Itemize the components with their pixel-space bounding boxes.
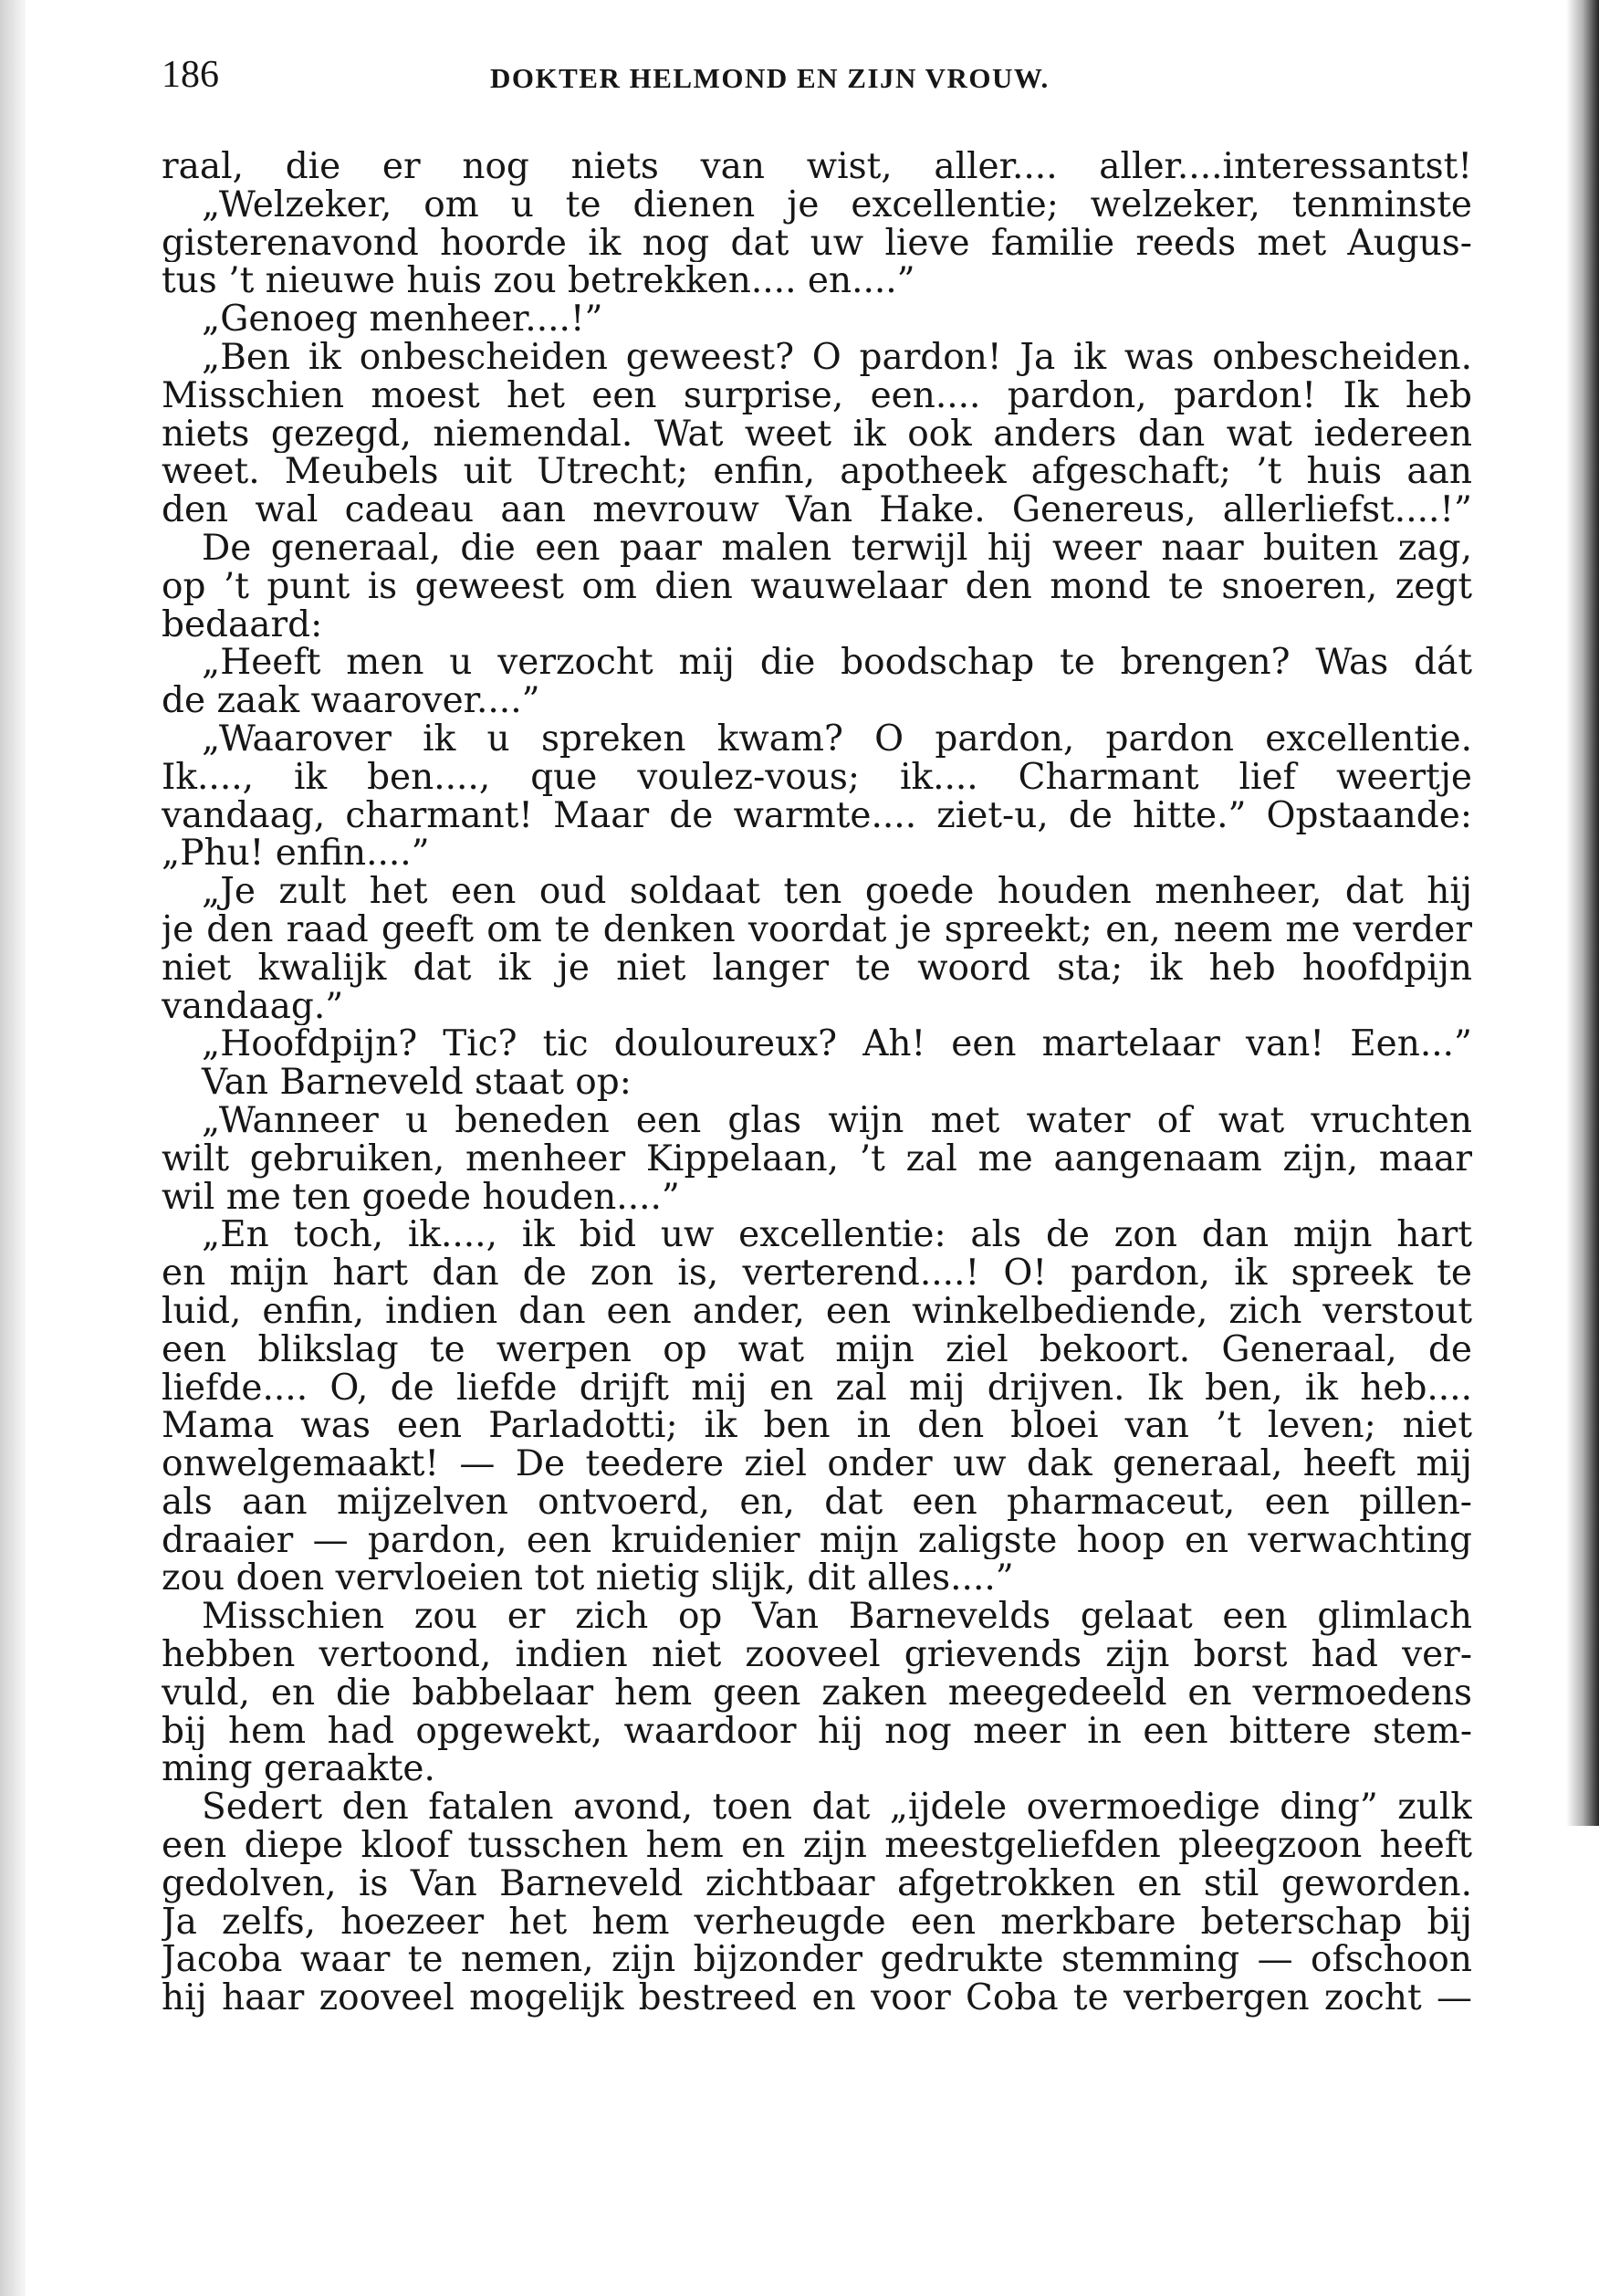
page-right-edge-shadow xyxy=(1566,0,1599,1826)
text-line: wil me ten goede houden....” xyxy=(162,1178,680,1217)
text-line: „Genoeg menheer....!” xyxy=(202,300,603,339)
text-line: „Wanneer u beneden een glas wijn met water of wat vruchten xyxy=(202,1101,1472,1140)
text-line: „Je zult het een oud soldaat ten goede houden menheer, dat hij xyxy=(202,873,1472,911)
text-line: „Heeft men u verzocht mij die boodschap te brengen? Was dát xyxy=(202,644,1472,683)
page-header xyxy=(162,51,1467,106)
text-line: Van Barneveld staat op: xyxy=(202,1064,632,1102)
text-line: „En toch, ik...., ik bid uw excellentie: als de zon dan mijn hart xyxy=(202,1216,1472,1255)
text-line: vuld, en die babbelaar hem geen zaken meegedeeld en vermoedens xyxy=(162,1673,1472,1713)
text-line: hebben vertoond, indien niet zooveel grievends zijn borst had ver- xyxy=(162,1636,1472,1674)
text-line: Misschien moest het een surprise, een.... pardon, pardon! Ik heb xyxy=(162,376,1472,415)
page-number: 186 xyxy=(162,54,219,96)
text-line: een blikslag te werpen op wat mijn ziel bekoort. Generaal, de xyxy=(162,1330,1472,1369)
text-line: niets gezegd, niemendal. Wat weet ik ook anders dan wat iedereen xyxy=(162,414,1472,454)
text-line: „Welzeker, om u te dienen je excellentie; welzeker, tenminste xyxy=(202,185,1472,225)
text-line: bedaard: xyxy=(162,605,323,645)
text-line: tus ’t nieuwe huis zou betrekken.... en....” xyxy=(162,262,915,301)
text-line: weet. Meubels uit Utrecht; enfin, apotheek afgeschaft; ’t huis aan xyxy=(162,453,1472,492)
text-line: de zaak waarover....” xyxy=(162,682,540,720)
text-line: als aan mijzelven ontvoerd, en, dat een pharmaceut, een pillen- xyxy=(162,1483,1472,1522)
text-line: vandaag, charmant! Maar de warmte.... ziet-u, de hitte.” Opstaande: xyxy=(162,796,1472,835)
text-line: gedolven, is Van Barneveld zichtbaar afgetrokken en stil geworden. xyxy=(162,1864,1472,1903)
text-line: Ik...., ik ben...., que voulez-vous; ik.... Charmant lief weertje xyxy=(162,758,1472,797)
text-line: gisterenavond hoorde ik nog dat uw lieve familie reeds met Augus- xyxy=(162,224,1472,263)
text-line: ming geraakte. xyxy=(162,1750,435,1789)
text-line: „Waarover ik u spreken kwam? O pardon, pardon excellentie. xyxy=(202,719,1472,759)
text-line: „Ben ik onbescheiden geweest? O pardon! Ja ik was onbescheiden. xyxy=(202,338,1472,377)
text-line: wilt gebruiken, menheer Kippelaan, ’t zal me aangenaam zijn, maar xyxy=(162,1139,1472,1179)
text-line: „Hoofdpijn? Tic? tic douloureux? Ah! een martelaar van! Een...” xyxy=(202,1025,1472,1064)
text-line: Ja zelfs, hoezeer het hem verheugde een merkbare beterschap bij xyxy=(162,1903,1472,1942)
text-line: liefde.... O, de liefde drijft mij en zal mij drijven. Ik ben, ik heb.... xyxy=(162,1368,1472,1408)
text-line: luid, enfin, indien dan een ander, een winkelbediende, zich verstout xyxy=(162,1292,1472,1331)
text-line: en mijn hart dan de zon is, verterend....! O! pardon, ik spreek te xyxy=(162,1254,1472,1293)
text-line: draaier — pardon, een kruidenier mijn zaligste hoop en verwachting xyxy=(162,1521,1472,1560)
text-line: niet kwalijk dat ik je niet langer te woord sta; ik heb hoofdpijn xyxy=(162,949,1472,988)
text-line: den wal cadeau aan mevrouw Van Hake. Genereus, allerliefst....!” xyxy=(162,491,1472,529)
text-line: De generaal, die een paar malen terwijl hij weer naar buiten zag, xyxy=(202,529,1472,568)
text-line: je den raad geeft om te denken voordat je spreekt; en, neem me verder xyxy=(162,910,1472,949)
text-line: raal, die er nog niets van wist, aller.... aller....interessantst! xyxy=(162,148,1472,186)
text-line: „Phu! enfin....” xyxy=(162,834,430,874)
text-line: zou doen vervloeien tot nietig slijk, dit alles....” xyxy=(162,1559,1014,1599)
text-line: hij haar zooveel mogelijk bestreed en voor Coba te verbergen zocht — xyxy=(162,1979,1472,2018)
text-line: onwelgemaakt! — De teedere ziel onder uw dak generaal, heeft mij xyxy=(162,1445,1472,1483)
text-line: op ’t punt is geweest om dien wauwelaar den mond te snoeren, zegt xyxy=(162,567,1472,606)
text-line: Jacoba waar te nemen, zijn bijzonder gedrukte stemming — ofschoon xyxy=(162,1941,1472,1980)
running-title: DOKTER HELMOND EN ZIJN VROUW. xyxy=(490,62,1050,94)
text-line: Mama was een Parladotti; ik ben in den bloei van ’t leven; niet xyxy=(162,1407,1472,1446)
body-text xyxy=(162,148,1472,2018)
text-line: Sedert den fatalen avond, toen dat „ijdele overmoedige ding” zulk xyxy=(202,1788,1472,1828)
text-line: vandaag.” xyxy=(162,987,344,1026)
text-line: een diepe kloof tusschen hem en zijn meestgeliefden pleegzoon heeft xyxy=(162,1827,1472,1865)
text-line: Misschien zou er zich op Van Barnevelds gelaat een glimlach xyxy=(202,1598,1472,1637)
text-line: bij hem had opgewekt, waardoor hij nog meer in een bittere stem- xyxy=(162,1712,1472,1751)
page-left-edge-shadow xyxy=(0,0,26,2296)
